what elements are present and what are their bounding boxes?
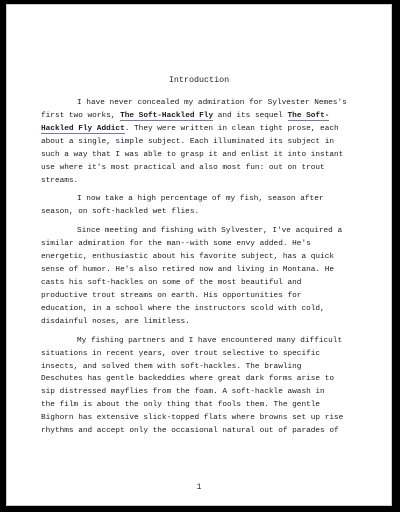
text-segment: and its sequel (213, 111, 288, 120)
text-line (41, 386, 366, 399)
text-line (41, 193, 366, 206)
text-line (41, 425, 366, 438)
text-line (41, 361, 366, 374)
text-segment: disdainful noses, are limitless. (41, 317, 190, 326)
text-segment: about a single, simple subject. Each illuminated its subject in (41, 137, 334, 146)
text-line (41, 225, 366, 238)
text-line (41, 175, 366, 188)
text-segment: I have never concealed my admiration for Sylvester Nemes's (77, 99, 347, 107)
text-line (41, 123, 366, 136)
text-segment: insects, and solved them with soft-hackles. The brawling (41, 362, 302, 371)
text-line (41, 316, 366, 329)
text-line (41, 136, 366, 149)
text-segment: sense of humor. He's also retired now and living in Montana. He (41, 266, 334, 275)
text-segment: streams. (41, 176, 79, 185)
text-segment: situations in recent years, over trout selective to specific (41, 349, 321, 358)
text-line (41, 149, 366, 162)
text-segment: casts his soft-hackles on some of the most beautiful and (41, 278, 302, 287)
text-line (41, 373, 366, 386)
book-title-reference: Hackled Fly Addict (41, 124, 125, 133)
text-line (41, 251, 366, 264)
document-page (6, 4, 392, 506)
text-segment: I now take a high percentage of my fish, season after (77, 195, 324, 204)
text-segment: Deschutes has gentle backeddies where great dark forms arise to (41, 375, 334, 384)
text-line (41, 290, 366, 303)
text-segment: . They were written in clean tight prose, each (124, 124, 339, 133)
page-title: Introduction (168, 75, 230, 85)
text-line (41, 399, 366, 412)
text-segment: season, on soft-hackled wet flies. (41, 208, 200, 217)
text-line (41, 348, 366, 361)
text-segment: productive trout streams on earth. His opportunities for (41, 291, 302, 300)
text-line (41, 303, 366, 316)
text-line (41, 162, 366, 175)
document-body (41, 97, 366, 444)
text-segment: use where it's most practical and also most fun: out on trout (41, 163, 325, 172)
text-line (41, 238, 366, 251)
text-segment: energetic, enthusiastic about his favorite subject, has a quick (41, 253, 334, 262)
text-segment: sip distressed mayflies from the foam. A soft-hackle awash in (41, 388, 325, 397)
paragraph (41, 193, 366, 219)
paragraph (41, 335, 366, 439)
text-segment: first two works, (41, 111, 121, 120)
text-line (41, 110, 366, 123)
paragraph (41, 97, 366, 188)
text-line (41, 412, 366, 425)
text-segment: Bighorn has extensive slick-topped flats where browns set up rise (41, 414, 344, 423)
text-line (41, 264, 366, 277)
text-line (41, 335, 366, 348)
text-segment: education, in a school where the instructors scold with cold, (41, 304, 325, 313)
paragraph (41, 225, 366, 329)
text-segment: rhythms and accept only the occasional natural out of parades of (41, 427, 339, 436)
text-line (41, 97, 366, 110)
text-line (41, 206, 366, 219)
text-segment: the film is about the only thing that fools them. The gentle (41, 401, 321, 410)
page-number: 1 (196, 483, 202, 492)
text-segment: similar admiration for the man--with some envy added. He's (41, 240, 311, 249)
text-segment: My fishing partners and I have encountered many difficult (77, 336, 343, 345)
text-segment: Since meeting and fishing with Sylvester, I've acquired a (77, 227, 343, 236)
text-segment: such a way that I was able to grasp it and enlist it into instant (41, 150, 344, 159)
text-line (41, 277, 366, 290)
book-title-reference: The Soft-Hackled Fly (120, 111, 214, 120)
book-title-reference: The Soft- (287, 111, 330, 120)
